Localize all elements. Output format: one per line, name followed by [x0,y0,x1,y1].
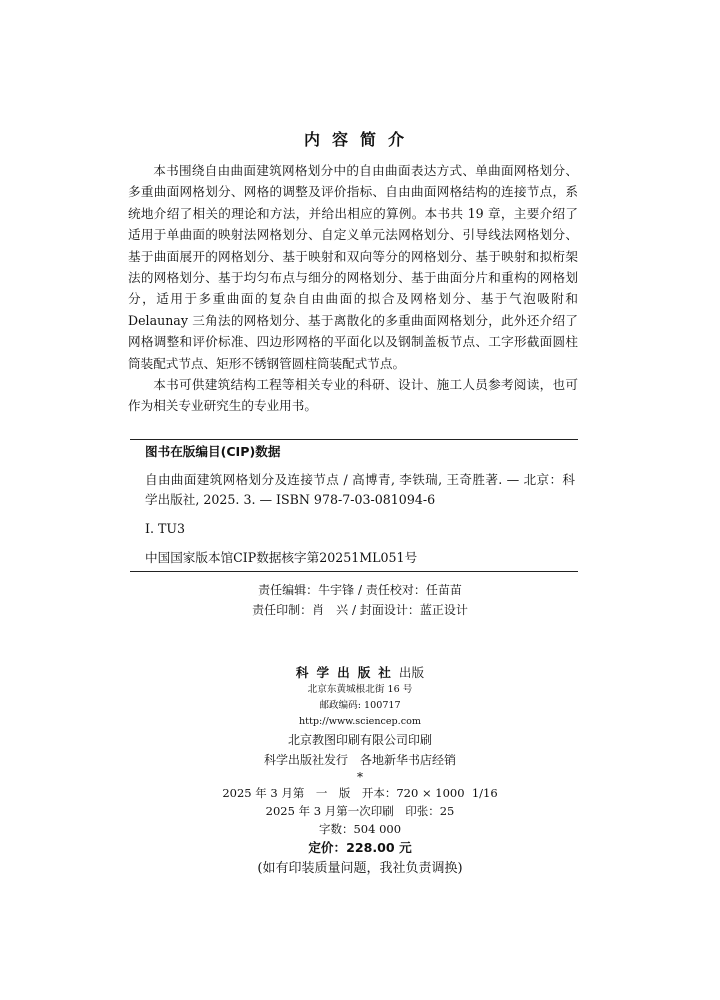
quality-note: (如有印装质量问题，我社负责调换) [257,861,463,876]
book-introduction [128,160,578,417]
cip-heading: 图书在版编目(CIP)数据 [145,444,281,459]
printing-line: 2025 年 3 月第一次印刷 印张：25 [265,804,455,818]
editor-credits [0,580,720,620]
separator-star: * [357,770,363,784]
cip-top-rule [130,439,578,440]
price: 定价：228.00 元 [308,840,412,855]
publisher-suffix: 出版 [398,665,425,680]
publisher-line [0,664,720,682]
distribution-line: 科学出版社发行 各地新华书店经销 [263,753,456,767]
publication-info [0,664,720,880]
editor-credits-line-2: 责任印制：肖 兴 / 封面设计：蓝正设计 [252,603,468,617]
publisher-website: http://www.sciencep.com [299,716,421,727]
printer-line: 北京教图印刷有限公司印刷 [287,733,432,747]
editor-credits-line-1: 责任编辑：牛宇锋 / 责任校对：任苗苗 [258,583,462,597]
cip-record: 自由曲面建筑网格划分及连接节点 / 高博青, 李铁瑞, 王奇胜著. — 北京：科学出版社, 2025. 3. — ISBN 978-7-03-081094-6 [145,472,575,507]
word-count: 字数：504 000 [318,822,402,836]
cip-classification: Ⅰ. TU3 [145,521,186,536]
publisher-name: 科学出版社 [295,665,399,680]
cip-bottom-rule [130,571,578,572]
edition-line: 2025 年 3 月第 一 版 开本：720 × 1000 1/16 [222,786,498,800]
page-title: 内容简介 [303,130,416,149]
publisher-postcode: 邮政编码: 100717 [319,700,401,711]
intro-paragraph-1: 本书围绕自由曲面建筑网格划分中的自由曲面表达方式、单曲面网格划分、多重曲面网格划分、网格的调整及评价指标、自由曲面网格结构的连接节点，系统地介绍了相关的理论和方法，并给出相应的算例。本书共 19 章，主要介绍了适用于单曲面的映射法网格划分、自定义单元法网格划分、引导线法网格划分、基于曲面展开的网格划分、基于映射和双向等分的网格划分、基于映射和拟桁架法的网格划分、基于均匀布点与细分的网格划分、基于曲面分片和重构的网格划分，适用于多重曲面的复杂自由曲面的拟合及网格划分、基于气泡吸附和 Delaunay 三角法的网格划分、基于离散化的多重曲面网格划分，此外还介绍了网格调整和评价标准、四边形网格的平面化以及钢制盖板节点、工字形截面圆柱筒装配式节点、矩形不锈钢管圆柱筒装配式节点。 [128,163,578,371]
intro-paragraph-2: 本书可供建筑结构工程等相关专业的科研、设计、施工人员参考阅读，也可作为相关专业研究生的专业用书。 [128,377,578,414]
cip-number: 中国国家版本馆CIP数据核字第20251ML051号 [145,550,418,565]
publisher-address: 北京东黄城根北街 16 号 [307,684,413,695]
